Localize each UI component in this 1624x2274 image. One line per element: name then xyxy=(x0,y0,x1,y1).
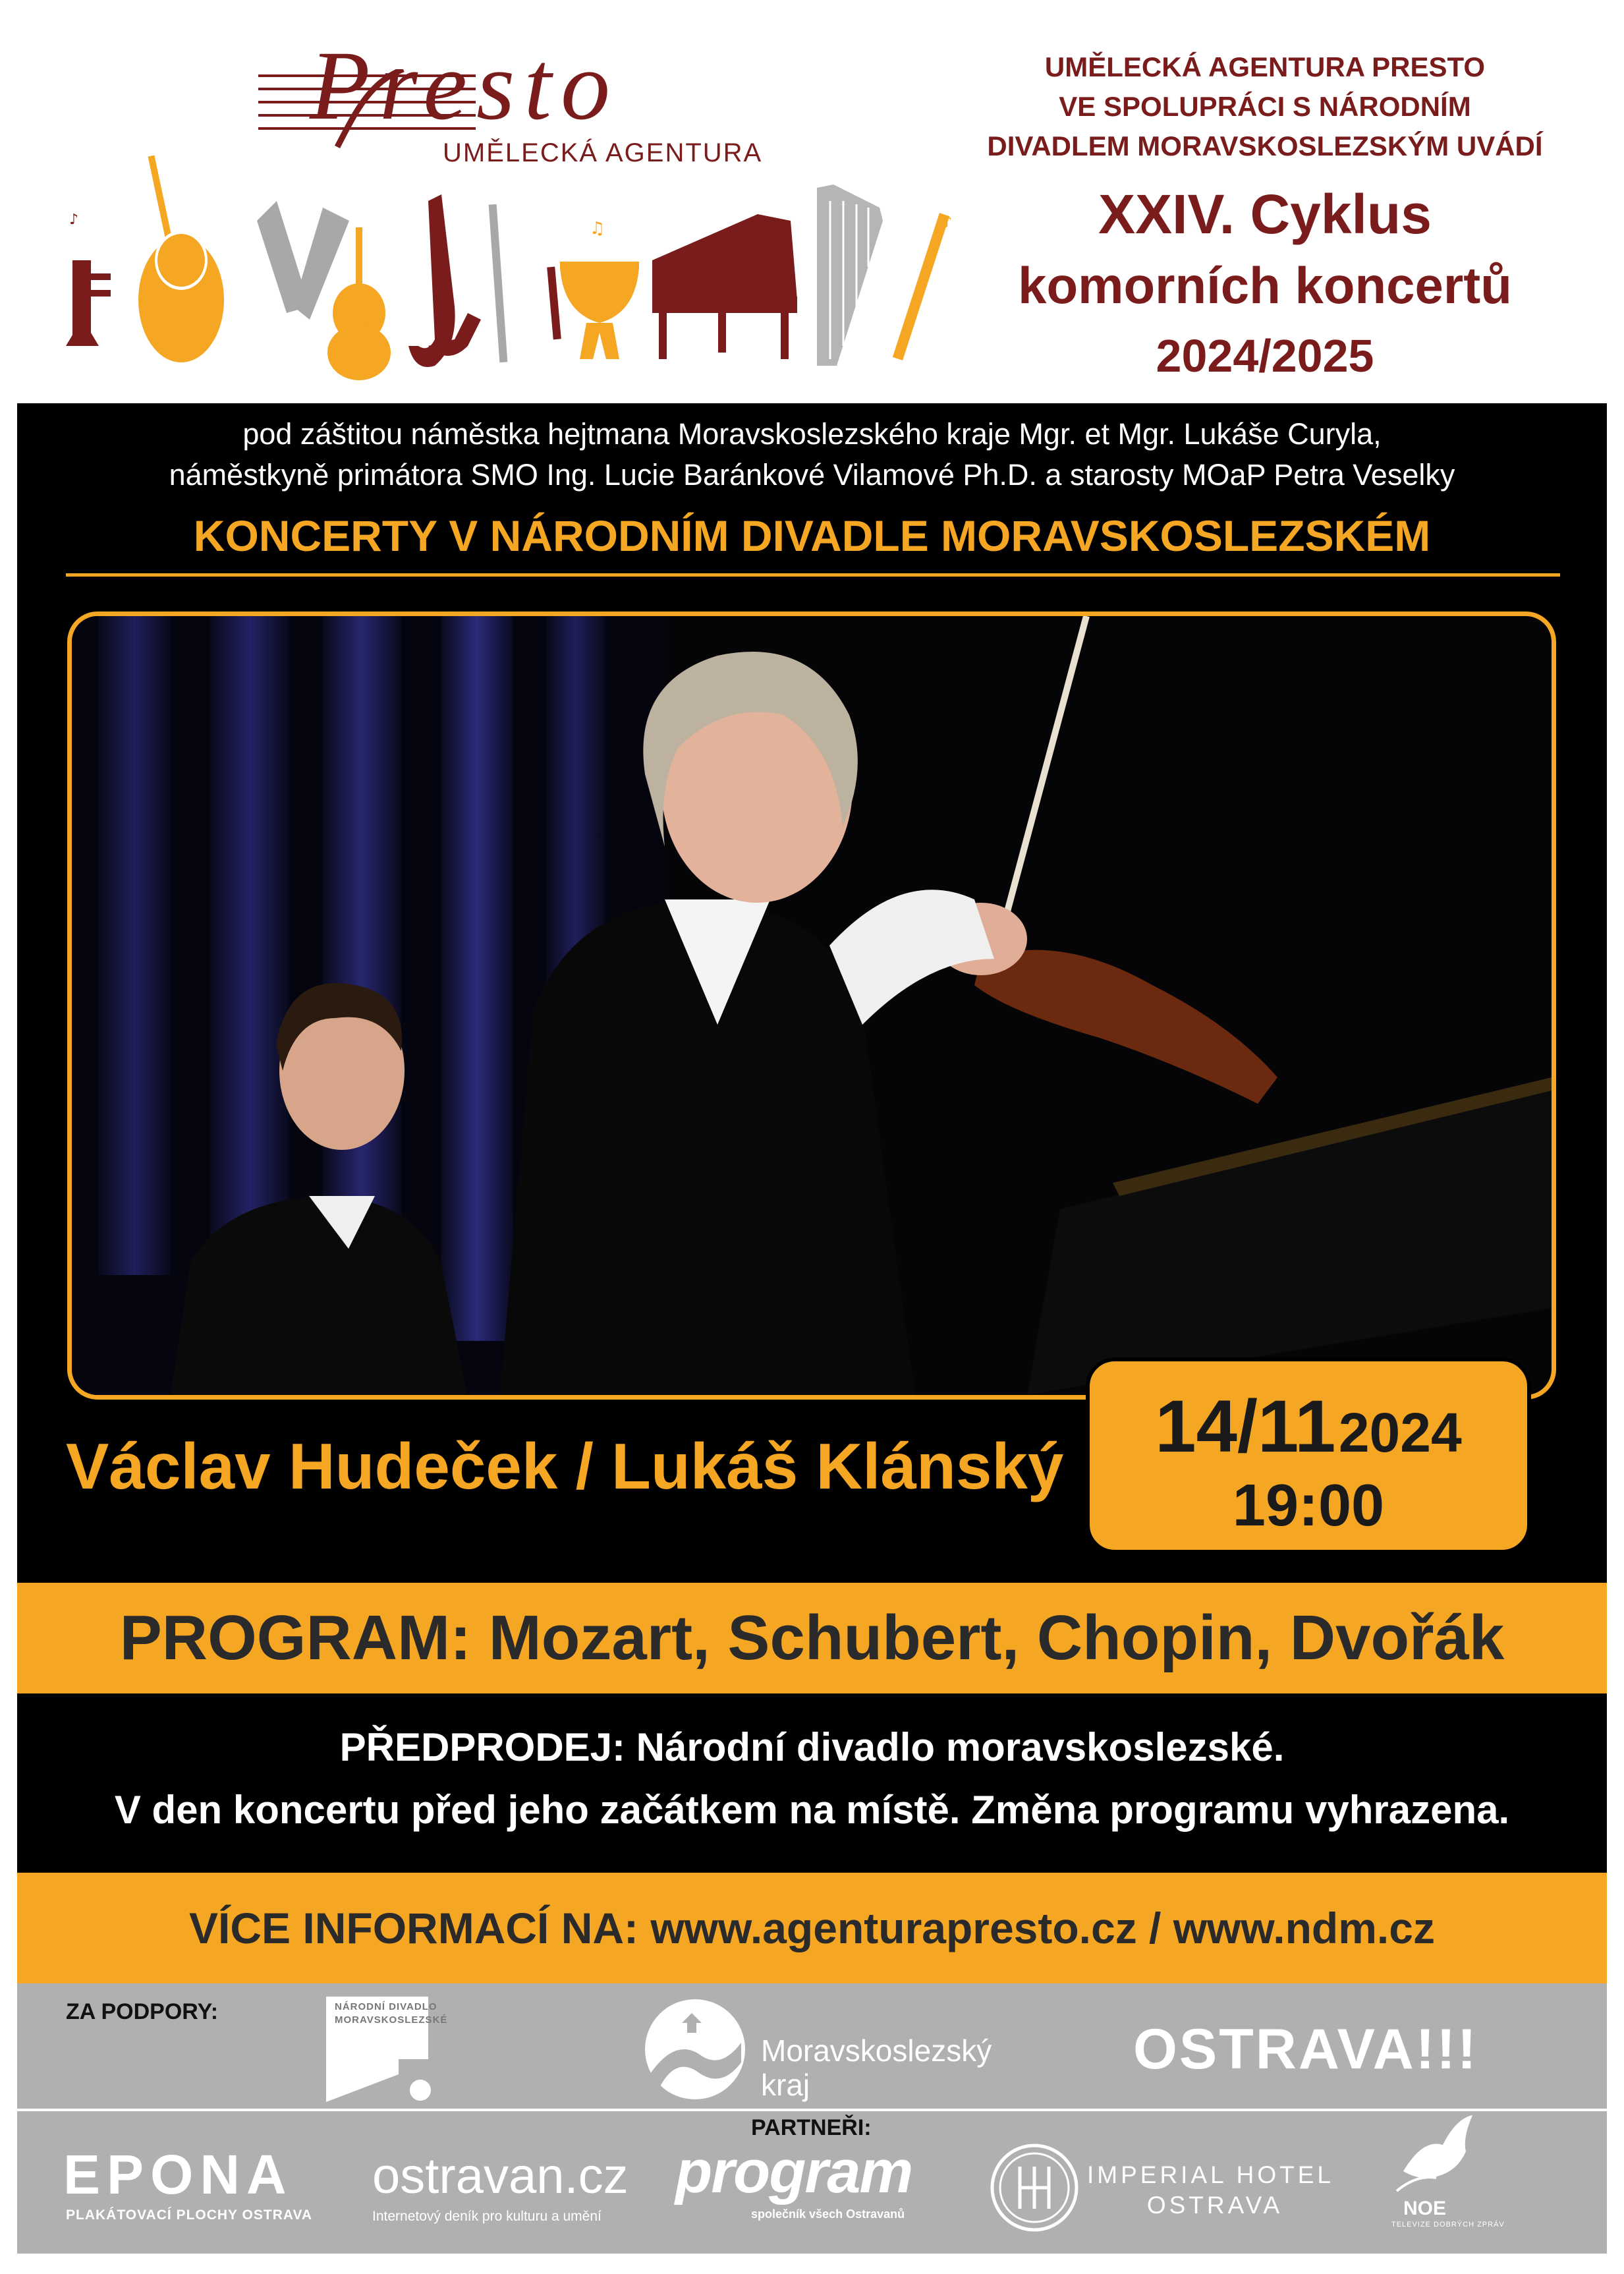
program-heading: PROGRAM: Mozart, Schubert, Chopin, Dvořák xyxy=(119,1603,1505,1673)
organizer-line-2: VE SPOLUPRÁCI S NÁRODNÍM xyxy=(1059,91,1471,122)
cycle-subtitle: komorních koncertů xyxy=(1018,256,1512,314)
ostravan-logo: ostravan.cz xyxy=(372,2148,629,2204)
partners-label: PARTNEŘI: xyxy=(751,2115,872,2140)
epona-tagline: PLAKÁTOVACÍ PLOCHY OSTRAVA xyxy=(66,2207,313,2223)
msk-name-line-2: kraj xyxy=(761,2068,810,2102)
imperial-hotel-emblem xyxy=(988,2142,1080,2234)
saxophone-icon xyxy=(408,194,481,367)
noe-tagline: TELEVIZE DOBRÝCH ZPRÁV xyxy=(1391,2221,1505,2229)
svg-text:♪: ♪ xyxy=(942,213,953,231)
program-magazine-tagline: společník všech Ostravanů xyxy=(751,2207,905,2221)
venue-divider xyxy=(66,573,1560,577)
double-bass-icon xyxy=(138,156,224,362)
grand-piano-icon xyxy=(652,214,797,359)
performers-names: Václav Hudeček / Lukáš Klánský xyxy=(66,1430,1064,1502)
imperial-hotel-name: IMPERIAL HOTEL xyxy=(1087,2161,1334,2188)
event-day-month: 14/11 xyxy=(1155,1385,1336,1467)
presale-line-1: PŘEDPRODEJ: Národní divadlo moravskoslezské. xyxy=(339,1725,1285,1769)
ostravan-tagline: Internetový deník pro kulturu a umění xyxy=(372,2209,602,2224)
instruments-illustration xyxy=(59,148,968,382)
flute-icon xyxy=(489,204,508,362)
support-label: ZA PODPORY: xyxy=(66,1999,219,2024)
dove-icon xyxy=(1390,2112,1482,2194)
event-time: 19:00 xyxy=(1232,1473,1385,1539)
harp-icon xyxy=(817,185,883,366)
patronage-line-2: náměstkyně primátora SMO Ing. Lucie Baránkové Vilamové Ph.D. a starosty MOaP Petra Veselky xyxy=(169,458,1455,492)
organizer-line-3: DIVADLEM MORAVSKOSLEZSKÝM UVÁDÍ xyxy=(987,130,1543,161)
logo-subtitle: UMĚLECKÁ AGENTURA xyxy=(443,138,763,167)
program-magazine-logo: program xyxy=(675,2138,912,2205)
presale-line-2: V den koncertu před jeho začátkem na místě. Změna programu vyhrazena. xyxy=(114,1788,1510,1832)
ndm-logo xyxy=(323,1997,441,2102)
sponsor-divider xyxy=(17,2109,1607,2111)
venue-heading: KONCERTY V NÁRODNÍM DIVADLE MORAVSKOSLEZSKÉM xyxy=(193,511,1431,560)
moravskoslezsky-kraj-emblem xyxy=(636,1997,754,2102)
timpani-icon xyxy=(560,262,639,359)
patronage-line-1: pod záštitou náměstka hejtmana Moravskoslezského kraje Mgr. et Mgr. Lukáše Curyla, xyxy=(242,417,1382,451)
ndm-logo-line-1: NÁRODNÍ DIVADLO xyxy=(335,2001,437,2012)
stage-scene xyxy=(72,616,1552,1395)
ostrava-logo: OSTRAVA!!! xyxy=(1133,2018,1478,2081)
svg-text:♫: ♫ xyxy=(590,219,605,239)
imperial-hotel-city: OSTRAVA xyxy=(1146,2192,1283,2219)
epona-logo: EPONA xyxy=(63,2144,293,2205)
trumpet-icon xyxy=(66,260,111,346)
event-year: 2024 xyxy=(1338,1402,1462,1464)
cycle-title: XXIV. Cyklus xyxy=(1098,183,1432,245)
svg-text:♪: ♪ xyxy=(69,212,79,228)
msk-name-line-1: Moravskoslezský xyxy=(761,2033,992,2068)
organizer-line-1: UMĚLECKÁ AGENTURA PRESTO xyxy=(1044,51,1486,82)
noe-logo: NOE xyxy=(1403,2198,1447,2219)
presto-logo: Presto xyxy=(310,31,620,140)
ndm-logo-line-2: MORAVSKOSLEZSKÉ xyxy=(335,2014,448,2026)
more-info-links: VÍCE INFORMACÍ NA: www.agenturapresto.cz / www.ndm.cz xyxy=(189,1904,1435,1952)
performers-photo xyxy=(67,611,1556,1400)
clarinet-icon xyxy=(893,213,949,360)
season: 2024/2025 xyxy=(1156,330,1374,382)
